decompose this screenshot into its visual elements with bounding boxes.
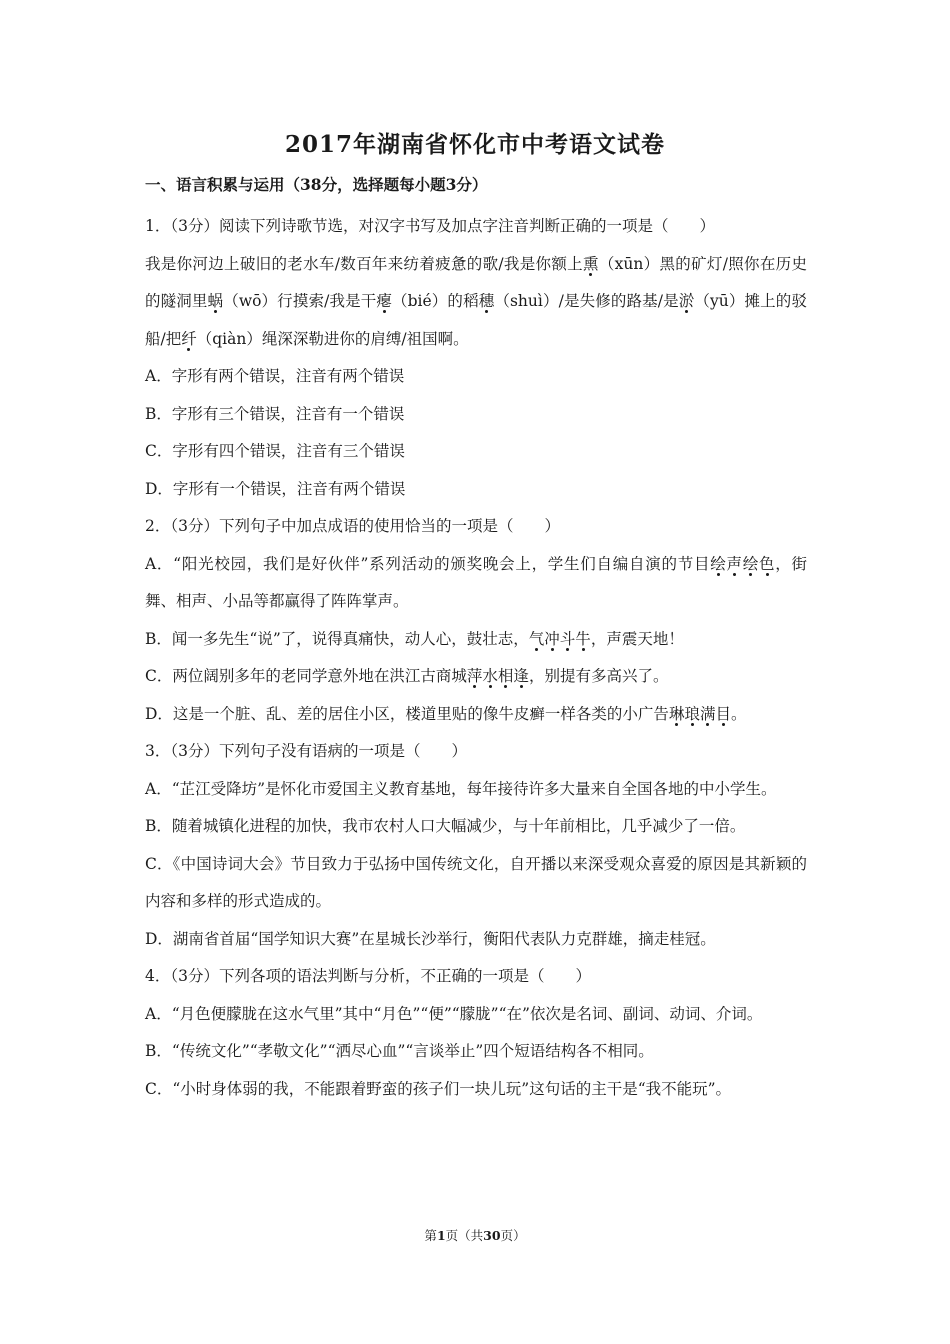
footer-text: 页） — [500, 1228, 526, 1243]
dotted-idiom — [669, 705, 731, 723]
page-footer — [0, 1226, 950, 1244]
option-text: D．这是一个脏、乱、差的居住小区，楼道里贴的像牛皮癣一样各类的小广告 — [145, 704, 669, 723]
option-text: 。 — [731, 704, 747, 723]
poem-text: （xūn）黑的矿灯/照你在历史的隧洞里 — [145, 254, 807, 310]
poem-text: （wō）行摸索/我是干 — [223, 292, 377, 310]
dotted-char: 瘪 — [376, 292, 392, 310]
dotted-char: 声 — [726, 554, 743, 573]
dotted-idiom — [710, 555, 775, 573]
dotted-char: 琳 — [668, 704, 685, 723]
question-2-option-d — [145, 696, 807, 734]
dotted-char: 绘 — [710, 554, 727, 573]
option-text: ，街舞、相声、小品等都赢得了阵阵掌声。 — [145, 554, 807, 610]
dotted-char: 相 — [497, 667, 514, 685]
footer-text: 页（共 — [445, 1228, 484, 1243]
question-2-option-b — [145, 621, 807, 659]
question-1-option-a: A．字形有两个错误，注音有两个错误 — [145, 367, 405, 385]
section-heading: 一、语言积累与运用（38分，选择题每小题3分） — [145, 175, 488, 194]
poem-text: （yū）摊上的驳船/把 — [145, 292, 807, 348]
dotted-idiom — [467, 667, 529, 685]
dotted-char: 气 — [528, 629, 545, 648]
question-4-option-b: B．“传统文化”“孝敬文化”“洒尽心血”“言谈举止”四个短语结构各不相同。 — [145, 1042, 654, 1060]
dotted-char: 逢 — [513, 667, 529, 685]
question-1-poem — [145, 246, 807, 359]
dotted-char: 牛 — [575, 629, 591, 648]
question-4-option-c: C．“小时身体弱的我，不能跟着野蛮的孩子们一块儿玩”这句话的主干是“我不能玩”。 — [145, 1079, 732, 1098]
question-3-stem: 3．（3分）下列句子没有语病的一项是（ ） — [145, 742, 467, 760]
dotted-char: 蜗 — [207, 292, 224, 310]
question-4-option-a: A．“月色便朦胧在这水气里”其中“月色”“便”“朦胧”“在”依次是名词、副词、动词、介词。 — [145, 1004, 763, 1023]
dotted-char: 纤 — [181, 329, 197, 348]
question-1-option-b: B．字形有三个错误，注音有一个错误 — [145, 404, 405, 423]
option-text: C．两位阔别多年的老同学意外地在洪江古商城 — [145, 667, 467, 685]
footer-text: 第 — [424, 1228, 437, 1243]
question-1-stem: 1．（3分）阅读下列诗歌节选，对汉字书写及加点字注音判断正确的一项是（ ） — [145, 217, 715, 235]
option-text: ，别提有多高兴了。 — [528, 667, 669, 685]
page-title: 2017年湖南省怀化市中考语文试卷 — [284, 131, 665, 158]
question-1-option-c: C．字形有四个错误，注音有三个错误 — [145, 442, 405, 460]
question-3-option-b: B．随着城镇化进程的加快，我市农村人口大幅减少，与十年前相比，几乎减少了一倍。 — [145, 817, 746, 835]
question-3-option-d: D．湖南省首届“国学知识大赛”在星城长沙举行，衡阳代表队力克群雄，摘走桂冠。 — [145, 929, 716, 948]
option-text: A．“阳光校园，我们是好伙伴”系列活动的颁奖晚会上，学生们自编自演的节目 — [145, 554, 711, 573]
dotted-char: 淤 — [678, 292, 695, 310]
dotted-char: 色 — [758, 554, 776, 573]
poem-text: （shuì）/是失修的路基/是 — [494, 292, 679, 310]
dotted-char: 绘 — [742, 554, 759, 573]
page-number: 1 — [436, 1228, 446, 1243]
question-1-option-d: D．字形有一个错误，注音有两个错误 — [145, 479, 406, 498]
question-2-option-c — [145, 658, 807, 696]
option-text: B．闻一多先生“说”了，说得真痛快，动人心，鼓壮志， — [145, 629, 529, 648]
poem-text: （qiàn）绳深深勒进你的肩缚/祖国啊。 — [196, 329, 469, 348]
question-3-option-a: A．“芷江受降坊”是怀化市爱国主义教育基地，每年接待许多大量来自全国各地的中小学生。 — [145, 779, 777, 798]
total-pages: 30 — [483, 1228, 501, 1243]
dotted-char: 穗 — [478, 292, 495, 310]
dotted-char: 冲 — [544, 629, 560, 648]
exam-content — [145, 172, 807, 1108]
poem-text: （bié）的稻 — [391, 292, 479, 310]
dotted-idiom — [529, 630, 591, 648]
question-4-stem: 4．（3分）下列各项的语法判断与分析，不正确的一项是（ ） — [145, 967, 591, 985]
dotted-char: 目 — [715, 704, 731, 723]
question-2-option-a — [145, 546, 807, 621]
question-3-option-c: C．《中国诗词大会》节目致力于弘扬中国传统文化，自开播以来深受观众喜爱的原因是其新颖的内容和多样的形式造成的。 — [145, 854, 807, 910]
dotted-char: 斗 — [559, 629, 576, 648]
question-2-stem: 2．（3分）下列句子中加点成语的使用恰当的一项是（ ） — [145, 517, 560, 535]
dotted-char: 满 — [699, 704, 716, 723]
dotted-char: 琅 — [684, 704, 700, 723]
poem-text: 我是你河边上破旧的老水车/数百年来纺着疲惫的歌/我是你额上 — [145, 254, 583, 273]
option-text: ，声震天地！ — [590, 629, 684, 648]
dotted-char: 萍 — [466, 667, 483, 685]
dotted-char: 熏 — [583, 254, 599, 273]
dotted-char: 水 — [482, 667, 498, 685]
